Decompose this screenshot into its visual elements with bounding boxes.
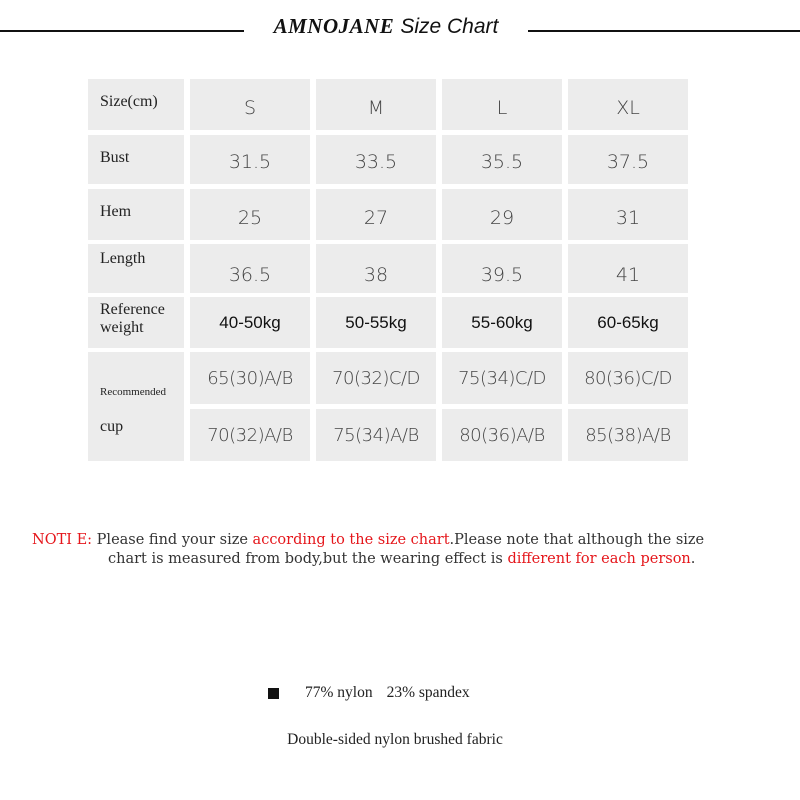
row-label-recommended-cup xyxy=(88,352,184,461)
page-title xyxy=(250,14,522,39)
brand-name: AMNOJANE xyxy=(273,14,395,38)
table-cell: 80(36)C/D xyxy=(568,352,688,404)
table-cell: 35.5 xyxy=(442,135,562,184)
table-cell: 36.5 xyxy=(190,244,310,293)
table-cell: 40-50kg xyxy=(190,297,310,348)
table-cell: 55-60kg xyxy=(442,297,562,348)
fabric-spandex: 23% spandex xyxy=(386,684,470,701)
square-bullet-icon xyxy=(268,688,279,699)
table-cell: 75(34)C/D xyxy=(442,352,562,404)
row-label-hem: Hem xyxy=(88,189,184,240)
notice-highlight-2: different for each person xyxy=(507,551,691,567)
table-cell: 39.5 xyxy=(442,244,562,293)
notice-text-2: .Please note that although the size xyxy=(449,532,705,548)
table-cell: 60-65kg xyxy=(568,297,688,348)
table-cell: 33.5 xyxy=(316,135,436,184)
notice-text-3: chart is measured from body,but the wearing effect is xyxy=(108,551,508,567)
row-label-length: Length xyxy=(88,244,184,293)
table-cell: 70(32)C/D xyxy=(316,352,436,404)
table-cell: 80(36)A/B xyxy=(442,409,562,461)
notice-text-1: Please find your size xyxy=(92,532,253,548)
table-cell: 27 xyxy=(316,189,436,240)
notice-highlight-1: according to the size chart xyxy=(252,532,450,548)
table-cell: 37.5 xyxy=(568,135,688,184)
table-cell: 70(32)A/B xyxy=(190,409,310,461)
title-rule-right xyxy=(528,30,800,32)
table-cell: 65(30)A/B xyxy=(190,352,310,404)
fabric-composition xyxy=(268,684,470,702)
header-size-m: M xyxy=(316,79,436,130)
table-cell: 75(34)A/B xyxy=(316,409,436,461)
table-cell: 29 xyxy=(442,189,562,240)
size-notice xyxy=(32,531,772,569)
notice-text-4: . xyxy=(690,551,696,567)
table-cell: 85(38)A/B xyxy=(568,409,688,461)
table-cell: 31 xyxy=(568,189,688,240)
fabric-description: Double-sided nylon brushed fabric xyxy=(287,731,503,748)
header-size-label: Size(cm) xyxy=(88,79,184,130)
header-size-xl: XL xyxy=(568,79,688,130)
table-cell: 25 xyxy=(190,189,310,240)
reference-weight-line1: Reference xyxy=(100,301,165,318)
notice-prefix: NOTI E: xyxy=(32,532,93,548)
table-cell: 50-55kg xyxy=(316,297,436,348)
fabric-nylon: 77% nylon xyxy=(305,684,373,701)
header-size-s: S xyxy=(190,79,310,130)
title-subtitle: Size Chart xyxy=(400,15,499,38)
row-label-reference-weight xyxy=(88,297,184,348)
header-size-l: L xyxy=(442,79,562,130)
title-rule-left xyxy=(0,30,244,32)
cup-label: cup xyxy=(100,418,124,435)
reference-weight-line2: weight xyxy=(100,319,144,336)
recommended-label: Recommended xyxy=(100,386,166,398)
table-cell: 38 xyxy=(316,244,436,293)
table-cell: 31.5 xyxy=(190,135,310,184)
notice-line-2 xyxy=(32,550,772,569)
table-cell: 41 xyxy=(568,244,688,293)
row-label-bust: Bust xyxy=(88,135,184,184)
